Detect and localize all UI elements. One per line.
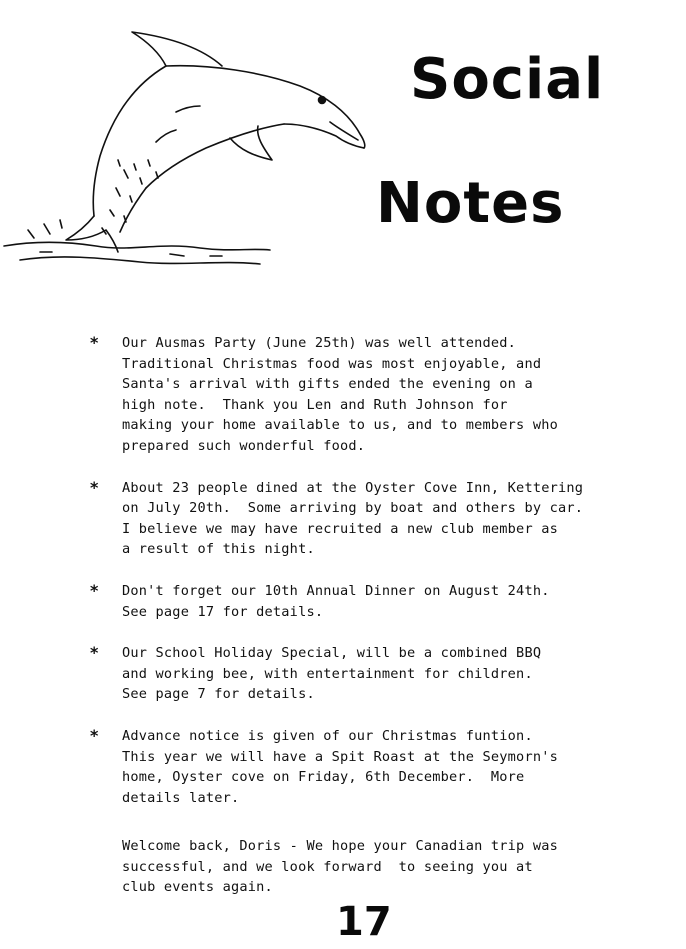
- title-line-2: Notes: [376, 171, 565, 236]
- note-text: Our School Holiday Special, will be a combined BBQ and working bee, with entertainment for children. See page 7 for details.: [122, 645, 542, 703]
- dolphin-illustration: [0, 20, 372, 272]
- notes-list: [90, 333, 680, 919]
- closing-text: Welcome back, Doris - We hope your Canadian trip was successful, and we look forward to seeing you at club events again.: [122, 838, 558, 896]
- note-text: Don't forget our 10th Annual Dinner on August 24th. See page 17 for details.: [122, 582, 550, 620]
- asterisk-bullet-icon: *: [90, 725, 99, 745]
- asterisk-bullet-icon: *: [90, 580, 99, 600]
- asterisk-bullet-icon: *: [90, 477, 99, 497]
- note-text: About 23 people dined at the Oyster Cove Inn, Kettering on July 20th. Some arriving by boat and others by car. I believe we may have recruited a new club member as a result of this night.: [122, 479, 584, 558]
- asterisk-bullet-icon: *: [90, 333, 99, 352]
- title-line-1: Social: [410, 47, 605, 112]
- note-item-annual-dinner: [90, 581, 680, 622]
- note-text: Our Ausmas Party (June 25th) was well attended. Traditional Christmas food was most enjoyable, and Santa's arrival with gifts ended the evening on a high note. Thank you Len and Ruth Johnson for making your home available to us, and to members who prepared such wonderful food.: [122, 335, 558, 454]
- note-item-christmas-function: [90, 726, 680, 808]
- asterisk-bullet-icon: *: [90, 643, 99, 663]
- note-item-oyster-cove-dinner: [90, 478, 680, 560]
- note-item-school-holiday-special: [90, 643, 680, 705]
- closing-note: [90, 836, 680, 898]
- note-text: Advance notice is given of our Christmas funtion. This year we will have a Spit Roast at the Seymorn's home, Oyster cove on Friday, 6th December. More details later.: [122, 727, 558, 806]
- note-item-ausmas-party: [90, 333, 680, 457]
- page-number: 17: [336, 899, 392, 945]
